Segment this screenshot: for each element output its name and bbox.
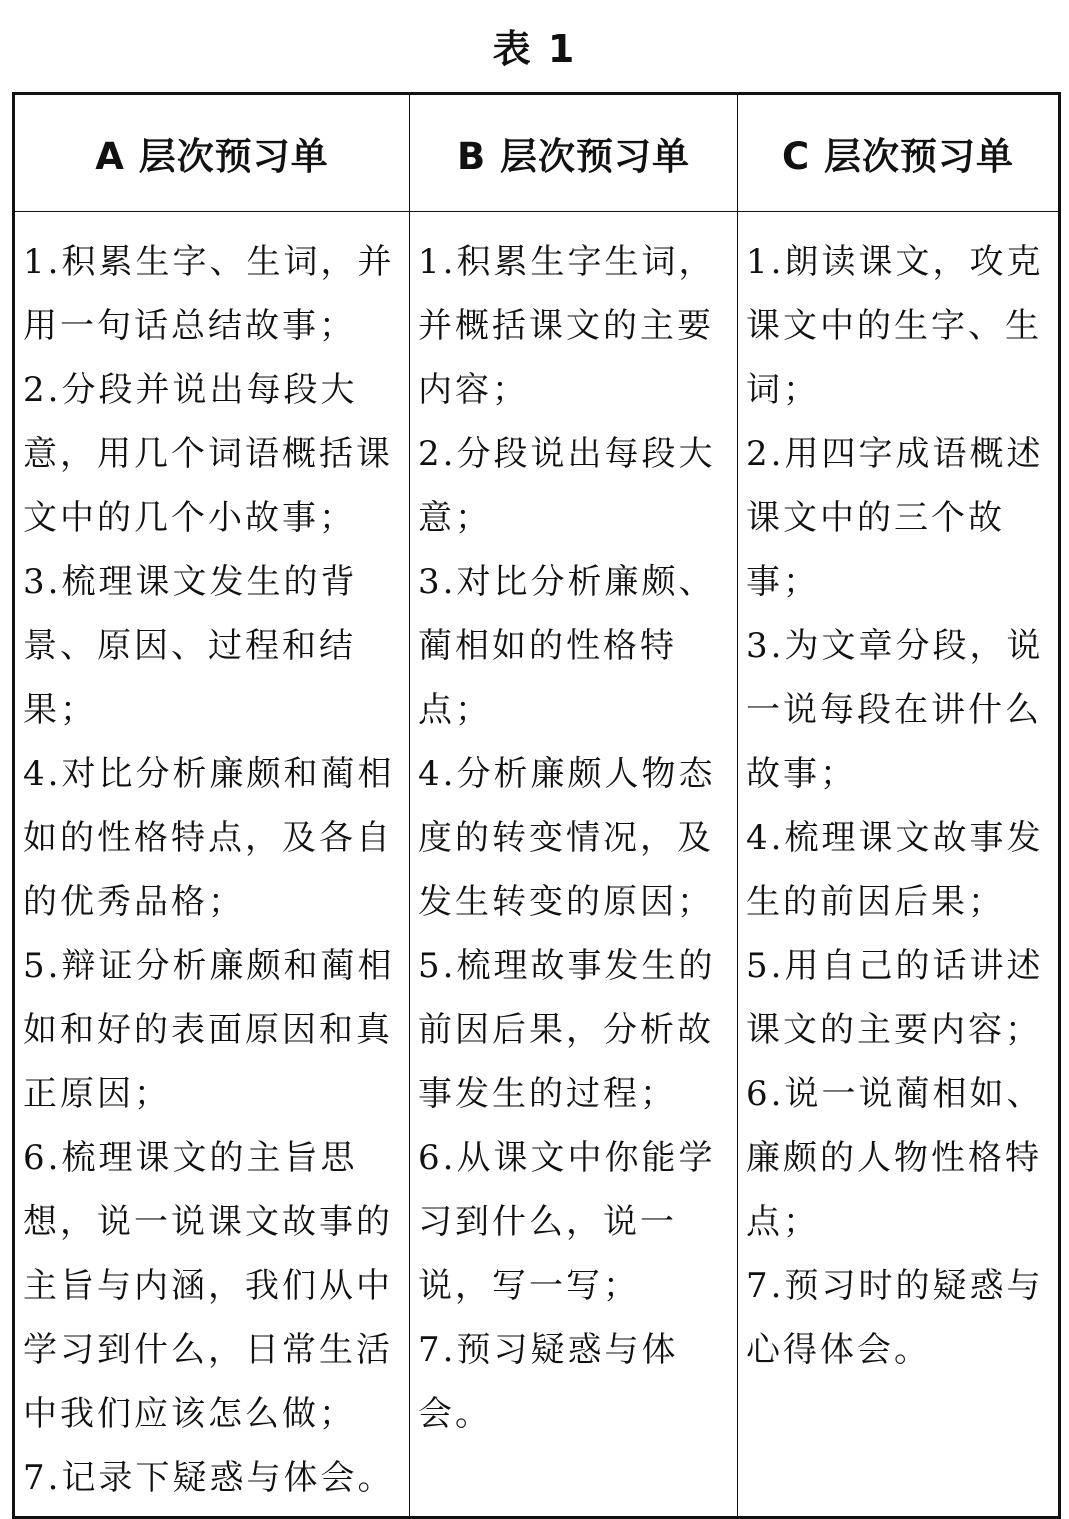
list-item: 1.积累生字、生词，并用一句话总结故事；: [23, 242, 395, 346]
list-item: 6.说一说蔺相如、廉颇的人物性格特点；: [746, 1074, 1044, 1242]
level-b-items-cell: [410, 212, 738, 1518]
header-level-c: C 层次预习单: [738, 94, 1060, 212]
list-item: 3.对比分析廉颇、蔺相如的性格特点；: [418, 562, 716, 730]
list-item: 5.梳理故事发生的前因后果，分析故事发生的过程；: [418, 946, 716, 1114]
level-c-items-cell: [738, 212, 1060, 1518]
list-item: 2.用四字成语概述课文中的三个故事；: [746, 434, 1044, 602]
list-item: 7.记录下疑惑与体会。: [23, 1458, 395, 1498]
list-item: 2.分段说出每段大意；: [418, 434, 716, 538]
list-item: 2.分段并说出每段大意，用几个词语概括课文中的几个小故事；: [23, 370, 393, 538]
list-item: 1.朗读课文，攻克课文中的生字、生词；: [746, 242, 1044, 410]
table-caption: 表 1: [492, 27, 577, 71]
list-item: 6.梳理课文的主旨思想，说一说课文故事的主旨与内涵，我们从中学习到什么，日常生活中我们应该怎么做；: [23, 1138, 393, 1434]
list-item: 3.梳理课文发生的背景、原因、过程和结果；: [23, 562, 358, 730]
list-item: 7.预习时的疑惑与心得体会。: [746, 1266, 1044, 1370]
list-item: 4.对比分析廉颇和蔺相如的性格特点，及各自的优秀品格；: [23, 754, 395, 922]
header-level-b: B 层次预习单: [410, 94, 738, 212]
list-item: 3.为文章分段，说一说每段在讲什么故事；: [746, 626, 1044, 794]
list-item: 4.分析廉颇人物态度的转变情况，及发生转变的原因；: [418, 754, 716, 922]
list-item: 7.预习疑惑与体会。: [418, 1330, 679, 1434]
header-level-a: A 层次预习单: [14, 94, 410, 212]
list-item: 6.从课文中你能学习到什么，说一说，写一写；: [418, 1138, 716, 1306]
list-item: 4.梳理课文故事发生的前因后果；: [746, 818, 1044, 922]
list-item: 5.用自己的话讲述课文的主要内容；: [746, 946, 1044, 1050]
preview-sheet-table: [12, 92, 1061, 1519]
table-row: [14, 212, 1060, 1518]
list-item: 5.辩证分析廉颇和蔺相如和好的表面原因和真正原因；: [23, 946, 395, 1114]
table-header-row: [14, 94, 1060, 212]
level-a-items-cell: [14, 212, 410, 1518]
list-item: 1.积累生字生词，并概括课文的主要内容；: [418, 242, 716, 410]
